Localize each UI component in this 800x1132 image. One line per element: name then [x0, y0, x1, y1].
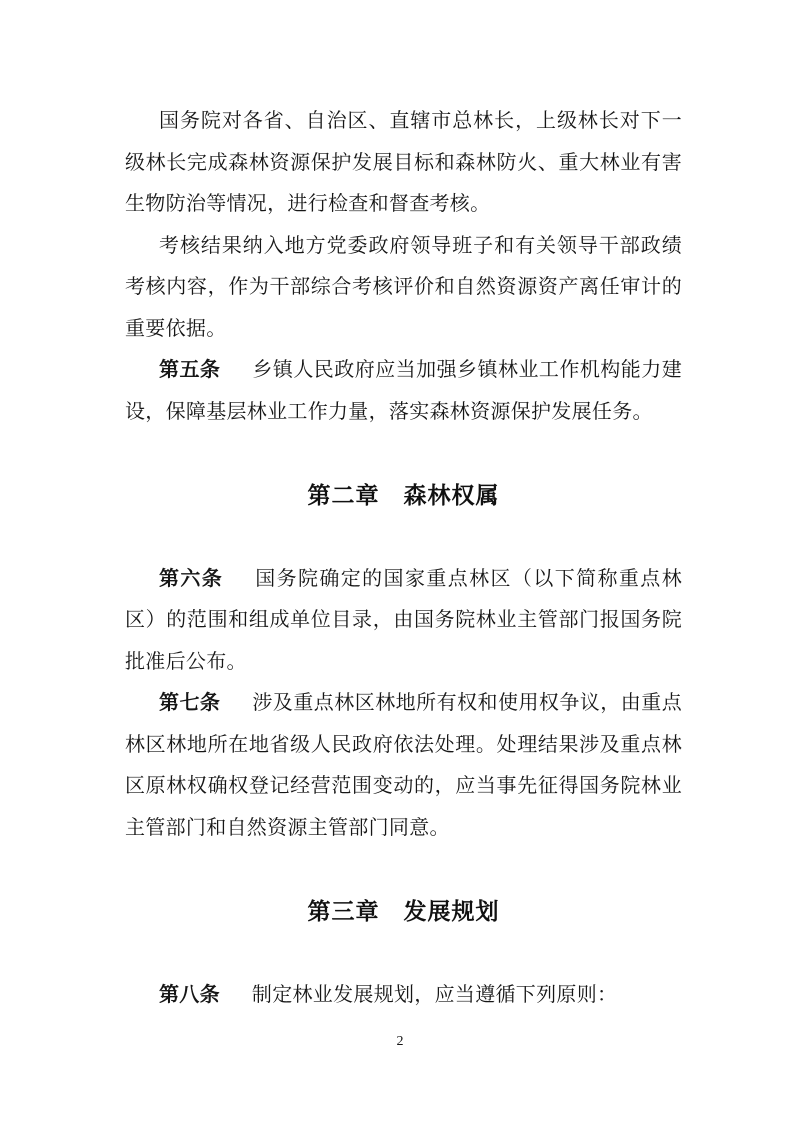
- paragraph-assessment-results: [125, 226, 682, 351]
- paragraph-text: 考核结果纳入地方党委政府领导班子和有关领导干部政绩考核内容，作为干部综合考核评价和自然资源资产离任审计的重要依据。: [125, 234, 682, 340]
- article-8-label: 第八条: [159, 983, 220, 1006]
- paragraph-text: 涉及重点林区林地所有权和使用权争议，由重点林区林地所在地省级人民政府依法处理。处理结果涉及重点林区原林权确权登记经营范围变动的，应当事先征得国务院林业主管部门和自然资源主管部门同意。: [125, 692, 682, 839]
- paragraph-linzhang-check: [125, 101, 682, 226]
- chapter-3-heading: 第三章 发展规划: [307, 898, 500, 924]
- article-6-label: 第六条: [159, 567, 224, 590]
- paragraph-text: 制定林业发展规划，应当遵循下列原则：: [251, 983, 618, 1006]
- chapter-2-heading: 第二章 森林权属: [307, 482, 500, 508]
- paragraph-article-5: [125, 350, 682, 433]
- page-number: 2: [396, 1034, 404, 1049]
- paragraph-article-6: [125, 559, 682, 684]
- article-7-label: 第七条: [159, 692, 221, 714]
- article-5-label: 第五条: [159, 359, 221, 381]
- paragraph-article-7: [125, 683, 682, 849]
- document-body: [125, 101, 682, 1016]
- paragraph-text: 国务院对各省、自治区、直辖市总林长，上级林长对下一级林长完成森林资源保护发展目标和森林防火、重大林业有害生物防治等情况，进行检查和督查考核。: [125, 110, 682, 215]
- paragraph-article-8: [125, 975, 682, 1017]
- paragraph-text: 国务院确定的国家重点林区（以下简称重点林区）的范围和组成单位目录，由国务院林业主管部门报国务院批准后公布。: [125, 567, 682, 673]
- paragraph-text: 乡镇人民政府应当加强乡镇林业工作机构能力建设，保障基层林业工作力量，落实森林资源保护发展任务。: [125, 359, 682, 423]
